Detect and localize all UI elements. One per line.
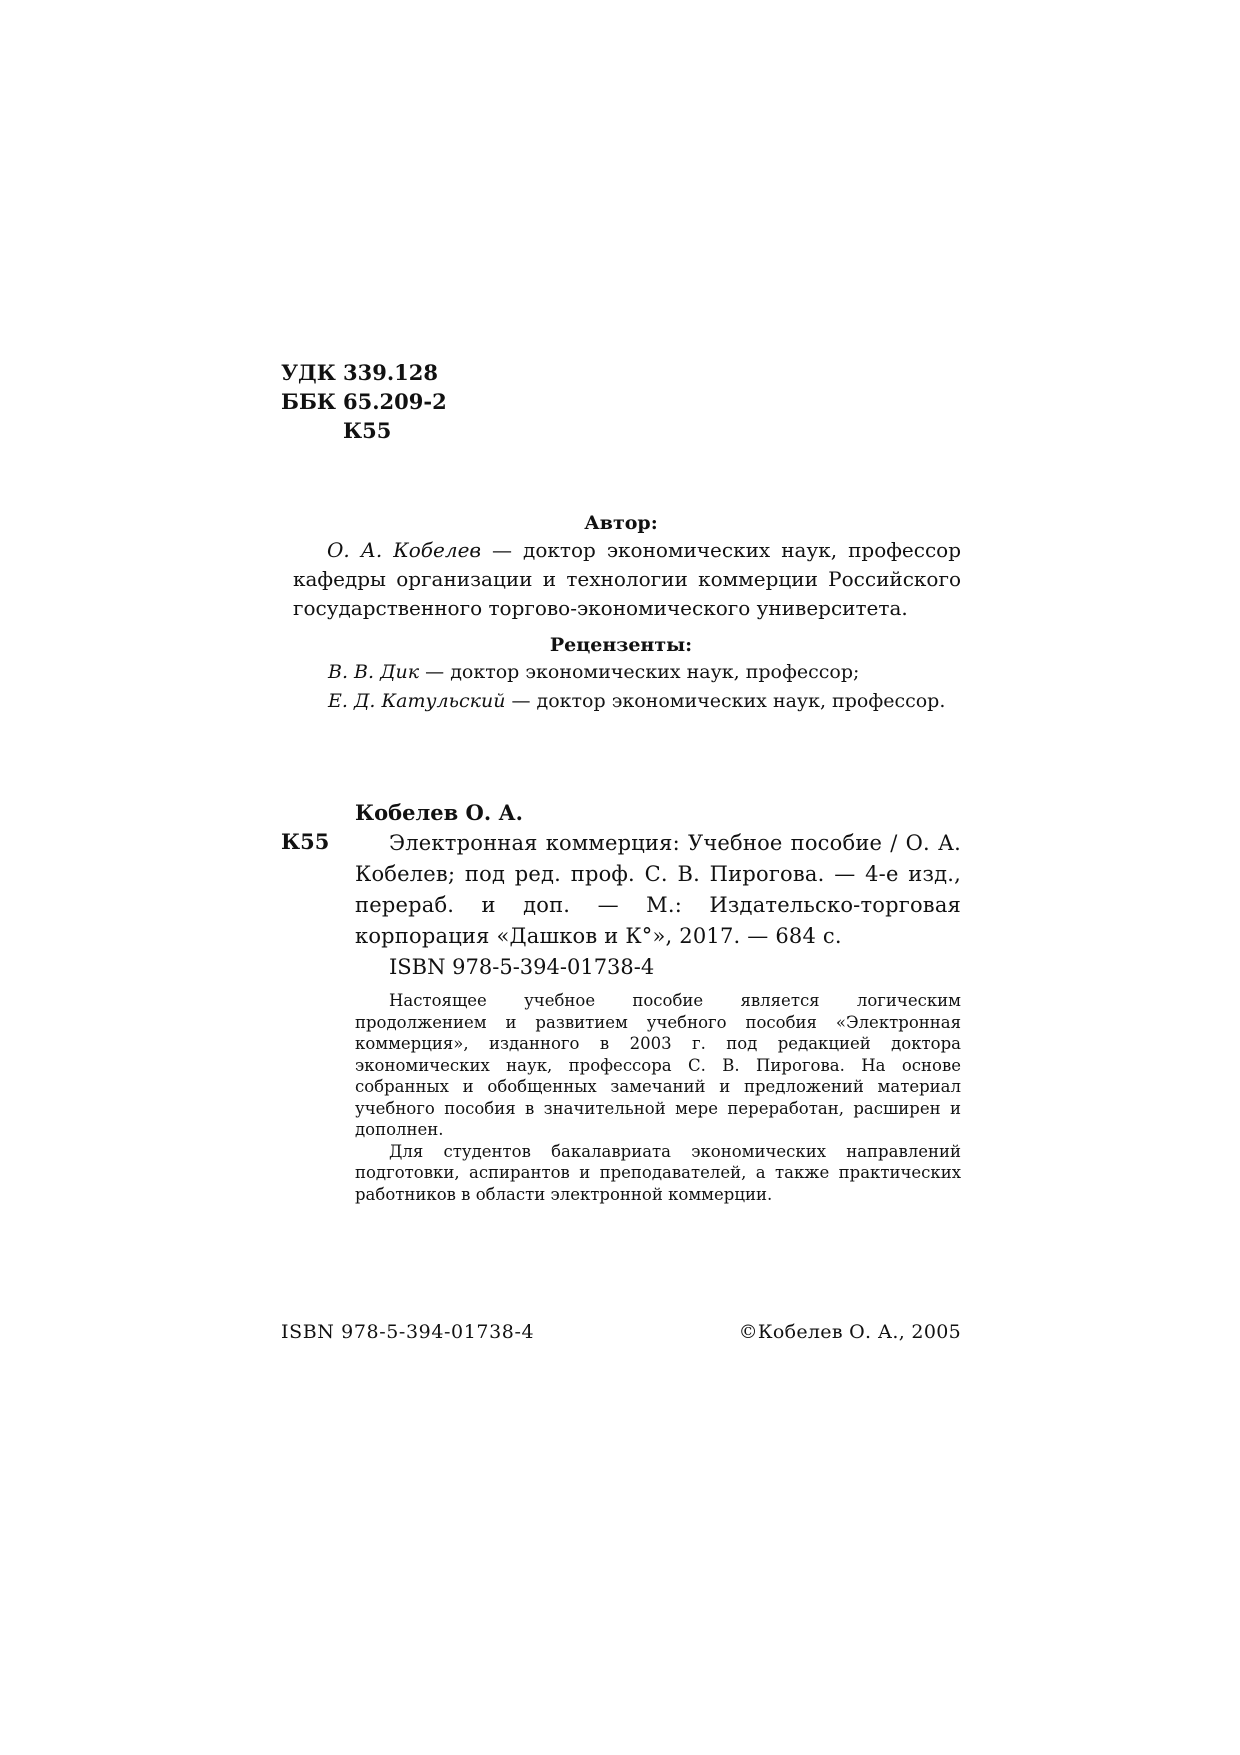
reviewer-item (328, 687, 945, 716)
reviewer-name: В. В. Дик (328, 661, 420, 683)
reviewer-name: Е. Д. Катульский (328, 690, 506, 712)
footer-copyright: ©Кобелев О. А., 2005 (738, 1321, 961, 1343)
annotation (355, 990, 961, 1205)
annotation-paragraph: Настоящее учебное пособие является логическим продолжением и развитием учебного пособия «Электронная коммерция», изданного в 2003 г. под редакцией доктора экономических наук, профессора С. В. Пирогова. На основе собранных и обобщенных замечаний и предложений материал учебного пособия в значительной мере переработан, расширен и дополнен. (355, 991, 961, 1139)
reviewer-description: — доктор экономических наук, профессор. (505, 690, 946, 712)
udk-value: 339.128 (343, 360, 438, 385)
bibliographic-author: Кобелев О. А. (355, 800, 523, 825)
udk-row (281, 358, 447, 387)
reviewer-item (328, 658, 859, 687)
author-name: О. А. Кобелев (327, 538, 482, 562)
author-heading: Автор: (584, 512, 658, 534)
author-mark-row (281, 416, 447, 445)
udk-label: УДК (281, 360, 336, 385)
author-description: — доктор экономических наук, профессор кафедры организации и технологии коммерции Российского государственного торгово-экономического университета. (293, 538, 961, 620)
bbk-label: ББК (281, 389, 336, 414)
bbk-value: 65.209-2 (343, 389, 447, 414)
classification-block (281, 358, 447, 445)
bibliographic-isbn: ISBN 978-5-394-01738-4 (389, 955, 655, 979)
bibliographic-mark: К55 (281, 829, 330, 854)
bibliographic-description: Электронная коммерция: Учебное пособие / О. А. Кобелев; под ред. проф. С. В. Пирогова. — 4-е изд., перераб. и доп. — М.: Издательско-торговая корпорация «Дашков и К°», 2017. — 684 с. (355, 831, 961, 948)
reviewers-heading: Рецензенты: (549, 634, 693, 656)
author-paragraph (293, 536, 961, 623)
footer-isbn: ISBN 978-5-394-01738-4 (281, 1321, 535, 1343)
author-mark: К55 (343, 418, 392, 443)
reviewer-description: — доктор экономических наук, профессор; (419, 661, 860, 683)
bbk-row (281, 387, 447, 416)
annotation-paragraph: Для студентов бакалавриата экономических направлений подготовки, аспирантов и преподавателей, а также практических работников в области электронной коммерции. (355, 1141, 961, 1204)
